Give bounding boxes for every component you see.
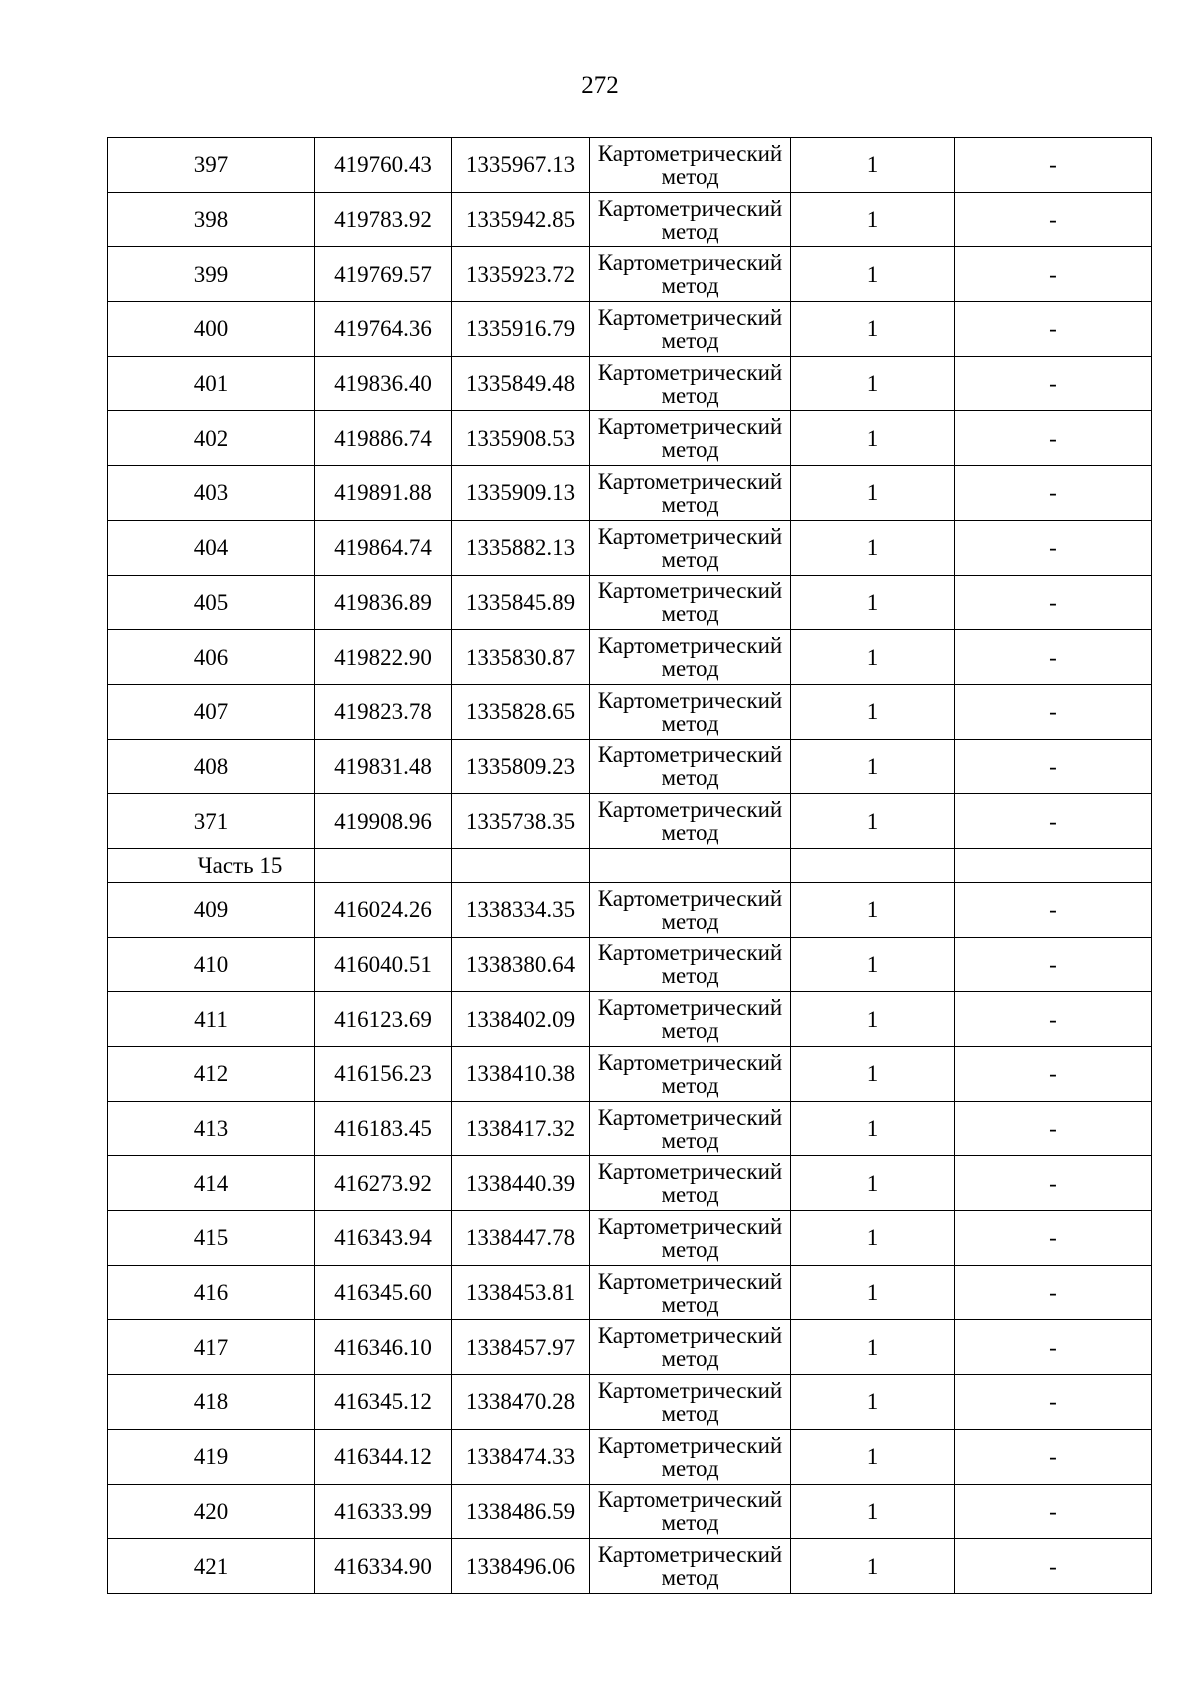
table-row: [108, 992, 1152, 1047]
x-coordinate-cell: 416273.92: [315, 1156, 452, 1211]
method-cell: [590, 684, 791, 739]
point-number-cell: 412: [108, 1047, 315, 1102]
accuracy-cell: 1: [791, 138, 955, 193]
method-cell: [590, 247, 791, 302]
table-row: [108, 466, 1152, 521]
point-number-cell: 421: [108, 1539, 315, 1594]
empty-cell: [590, 848, 791, 882]
accuracy-cell: 1: [791, 575, 955, 630]
description-cell: -: [955, 247, 1152, 302]
empty-cell: [955, 848, 1152, 882]
y-coordinate-cell: 1338486.59: [452, 1484, 590, 1539]
x-coordinate-cell: 419864.74: [315, 520, 452, 575]
method-line-1: Картометрический: [597, 797, 783, 823]
method-cell: [590, 992, 791, 1047]
part-header-row: [108, 848, 1152, 882]
method-cell: [590, 1320, 791, 1375]
method-cell: [590, 192, 791, 247]
y-coordinate-cell: 1335845.89: [452, 575, 590, 630]
method-cell: [590, 466, 791, 521]
coordinates-table-body: [108, 138, 1152, 1594]
point-number-cell: 405: [108, 575, 315, 630]
accuracy-cell: 1: [791, 1211, 955, 1266]
x-coordinate-cell: 416345.12: [315, 1375, 452, 1430]
method-line-2: метод: [661, 1291, 719, 1317]
point-number-cell: 407: [108, 684, 315, 739]
description-cell: -: [955, 630, 1152, 685]
x-coordinate-cell: 419822.90: [315, 630, 452, 685]
y-coordinate-cell: 1338474.33: [452, 1429, 590, 1484]
point-number-cell: 414: [108, 1156, 315, 1211]
method-cell: [590, 794, 791, 849]
method-line-2: метод: [661, 820, 719, 846]
accuracy-cell: 1: [791, 739, 955, 794]
description-cell: -: [955, 794, 1152, 849]
accuracy-cell: 1: [791, 411, 955, 466]
table-row: [108, 1539, 1152, 1594]
method-line-2: метод: [661, 1018, 719, 1044]
y-coordinate-cell: 1335809.23: [452, 739, 590, 794]
y-coordinate-cell: 1338410.38: [452, 1047, 590, 1102]
x-coordinate-cell: 416040.51: [315, 937, 452, 992]
y-coordinate-cell: 1335828.65: [452, 684, 590, 739]
accuracy-cell: 1: [791, 466, 955, 521]
accuracy-cell: 1: [791, 1375, 955, 1430]
method-line-2: метод: [661, 1400, 719, 1426]
method-line-1: Картометрический: [597, 140, 783, 166]
y-coordinate-cell: 1338380.64: [452, 937, 590, 992]
method-line-2: метод: [661, 656, 719, 682]
accuracy-cell: 1: [791, 520, 955, 575]
description-cell: -: [955, 1539, 1152, 1594]
method-cell: [590, 1211, 791, 1266]
x-coordinate-cell: 416156.23: [315, 1047, 452, 1102]
point-number-cell: 403: [108, 466, 315, 521]
method-line-2: метод: [661, 1510, 719, 1536]
method-line-1: Картометрический: [597, 940, 783, 966]
method-cell: [590, 356, 791, 411]
description-cell: -: [955, 1101, 1152, 1156]
method-line-1: Картометрический: [597, 359, 783, 385]
method-line-2: метод: [661, 273, 719, 299]
method-cell: [590, 411, 791, 466]
description-cell: -: [955, 192, 1152, 247]
table-row: [108, 1320, 1152, 1375]
accuracy-cell: 1: [791, 1320, 955, 1375]
description-cell: -: [955, 937, 1152, 992]
accuracy-cell: 1: [791, 1265, 955, 1320]
point-number-cell: 410: [108, 937, 315, 992]
table-row: [108, 1156, 1152, 1211]
method-line-1: Картометрический: [597, 468, 783, 494]
method-line-2: метод: [661, 765, 719, 791]
y-coordinate-cell: 1335967.13: [452, 138, 590, 193]
method-line-1: Картометрический: [597, 1213, 783, 1239]
x-coordinate-cell: 416344.12: [315, 1429, 452, 1484]
table-row: [108, 1484, 1152, 1539]
point-number-cell: 397: [108, 138, 315, 193]
accuracy-cell: 1: [791, 794, 955, 849]
method-cell: [590, 302, 791, 357]
point-number-cell: 413: [108, 1101, 315, 1156]
description-cell: -: [955, 1429, 1152, 1484]
y-coordinate-cell: 1338447.78: [452, 1211, 590, 1266]
method-line-1: Картометрический: [597, 1432, 783, 1458]
table-row: [108, 882, 1152, 937]
y-coordinate-cell: 1335882.13: [452, 520, 590, 575]
accuracy-cell: 1: [791, 630, 955, 685]
table-row: [108, 684, 1152, 739]
method-cell: [590, 575, 791, 630]
table-row: [108, 630, 1152, 685]
point-number-cell: 418: [108, 1375, 315, 1430]
method-line-2: метод: [661, 908, 719, 934]
x-coordinate-cell: 419836.40: [315, 356, 452, 411]
table-row: [108, 1211, 1152, 1266]
method-line-2: метод: [661, 218, 719, 244]
method-line-1: Картометрический: [597, 995, 783, 1021]
description-cell: -: [955, 739, 1152, 794]
description-cell: -: [955, 1265, 1152, 1320]
method-line-2: метод: [661, 1127, 719, 1153]
method-cell: [590, 1375, 791, 1430]
y-coordinate-cell: 1338334.35: [452, 882, 590, 937]
x-coordinate-cell: 416345.60: [315, 1265, 452, 1320]
x-coordinate-cell: 419823.78: [315, 684, 452, 739]
method-line-1: Картометрический: [597, 195, 783, 221]
page-number: 272: [581, 72, 619, 99]
method-line-1: Картометрический: [597, 414, 783, 440]
method-line-2: метод: [661, 710, 719, 736]
y-coordinate-cell: 1335830.87: [452, 630, 590, 685]
y-coordinate-cell: 1338470.28: [452, 1375, 590, 1430]
x-coordinate-cell: 419783.92: [315, 192, 452, 247]
x-coordinate-cell: 416123.69: [315, 992, 452, 1047]
x-coordinate-cell: 419886.74: [315, 411, 452, 466]
empty-cell: [791, 848, 955, 882]
method-line-2: метод: [661, 327, 719, 353]
point-number-cell: 398: [108, 192, 315, 247]
method-cell: [590, 1539, 791, 1594]
method-line-2: метод: [661, 1072, 719, 1098]
y-coordinate-cell: 1335908.53: [452, 411, 590, 466]
x-coordinate-cell: 416333.99: [315, 1484, 452, 1539]
accuracy-cell: 1: [791, 1539, 955, 1594]
method-line-1: Картометрический: [597, 578, 783, 604]
y-coordinate-cell: 1338402.09: [452, 992, 590, 1047]
point-number-cell: 411: [108, 992, 315, 1047]
method-line-1: Картометрический: [597, 1159, 783, 1185]
table-row: [108, 575, 1152, 630]
x-coordinate-cell: 419764.36: [315, 302, 452, 357]
accuracy-cell: 1: [791, 684, 955, 739]
method-line-1: Картометрический: [597, 304, 783, 330]
accuracy-cell: 1: [791, 1101, 955, 1156]
method-line-2: метод: [661, 1236, 719, 1262]
method-cell: [590, 937, 791, 992]
part-label-cell: Часть 15: [108, 848, 315, 882]
method-cell: [590, 1101, 791, 1156]
method-cell: [590, 630, 791, 685]
y-coordinate-cell: 1338417.32: [452, 1101, 590, 1156]
point-number-cell: 402: [108, 411, 315, 466]
method-line-1: Картометрический: [597, 523, 783, 549]
description-cell: -: [955, 302, 1152, 357]
description-cell: -: [955, 466, 1152, 521]
x-coordinate-cell: 416183.45: [315, 1101, 452, 1156]
method-line-1: Картометрический: [597, 1049, 783, 1075]
y-coordinate-cell: 1335942.85: [452, 192, 590, 247]
method-line-1: Картометрический: [597, 1377, 783, 1403]
x-coordinate-cell: 416334.90: [315, 1539, 452, 1594]
table-row: [108, 1265, 1152, 1320]
point-number-cell: 400: [108, 302, 315, 357]
method-line-2: метод: [661, 546, 719, 572]
accuracy-cell: 1: [791, 992, 955, 1047]
table-row: [108, 794, 1152, 849]
table-row: [108, 1047, 1152, 1102]
point-number-cell: 408: [108, 739, 315, 794]
method-line-1: Картометрический: [597, 687, 783, 713]
method-line-1: Картометрический: [597, 1323, 783, 1349]
point-number-cell: 404: [108, 520, 315, 575]
table-row: [108, 356, 1152, 411]
x-coordinate-cell: 419831.48: [315, 739, 452, 794]
point-number-cell: 371: [108, 794, 315, 849]
description-cell: -: [955, 1375, 1152, 1430]
method-line-2: метод: [661, 1565, 719, 1591]
description-cell: -: [955, 1484, 1152, 1539]
y-coordinate-cell: 1335909.13: [452, 466, 590, 521]
method-line-1: Картометрический: [597, 1487, 783, 1513]
method-line-1: Картометрический: [597, 1104, 783, 1130]
accuracy-cell: 1: [791, 1047, 955, 1102]
y-coordinate-cell: 1335738.35: [452, 794, 590, 849]
table-row: [108, 1101, 1152, 1156]
method-line-1: Картометрический: [597, 742, 783, 768]
point-number-cell: 401: [108, 356, 315, 411]
table-row: [108, 1429, 1152, 1484]
empty-cell: [452, 848, 590, 882]
y-coordinate-cell: 1338457.97: [452, 1320, 590, 1375]
y-coordinate-cell: 1335849.48: [452, 356, 590, 411]
y-coordinate-cell: 1338453.81: [452, 1265, 590, 1320]
point-number-cell: 406: [108, 630, 315, 685]
table-row: [108, 520, 1152, 575]
method-cell: [590, 739, 791, 794]
method-line-1: Картометрический: [597, 250, 783, 276]
method-cell: [590, 1484, 791, 1539]
y-coordinate-cell: 1338496.06: [452, 1539, 590, 1594]
method-line-1: Картометрический: [597, 1542, 783, 1568]
x-coordinate-cell: 419908.96: [315, 794, 452, 849]
method-line-2: метод: [661, 163, 719, 189]
description-cell: -: [955, 882, 1152, 937]
description-cell: -: [955, 1320, 1152, 1375]
x-coordinate-cell: 416024.26: [315, 882, 452, 937]
accuracy-cell: 1: [791, 302, 955, 357]
method-line-2: метод: [661, 1346, 719, 1372]
method-line-2: метод: [661, 601, 719, 627]
accuracy-cell: 1: [791, 882, 955, 937]
y-coordinate-cell: 1335916.79: [452, 302, 590, 357]
method-cell: [590, 1429, 791, 1484]
accuracy-cell: 1: [791, 356, 955, 411]
description-cell: -: [955, 1211, 1152, 1266]
y-coordinate-cell: 1335923.72: [452, 247, 590, 302]
method-line-2: метод: [661, 1455, 719, 1481]
table-row: [108, 411, 1152, 466]
table-row: [108, 937, 1152, 992]
coordinates-table: [107, 137, 1152, 1594]
x-coordinate-cell: 419891.88: [315, 466, 452, 521]
empty-cell: [315, 848, 452, 882]
method-cell: [590, 1047, 791, 1102]
accuracy-cell: 1: [791, 1156, 955, 1211]
y-coordinate-cell: 1338440.39: [452, 1156, 590, 1211]
description-cell: -: [955, 411, 1152, 466]
description-cell: -: [955, 992, 1152, 1047]
method-cell: [590, 520, 791, 575]
method-cell: [590, 882, 791, 937]
description-cell: -: [955, 1047, 1152, 1102]
table-row: [108, 739, 1152, 794]
description-cell: -: [955, 138, 1152, 193]
accuracy-cell: 1: [791, 1429, 955, 1484]
description-cell: -: [955, 356, 1152, 411]
method-cell: [590, 1156, 791, 1211]
accuracy-cell: 1: [791, 192, 955, 247]
x-coordinate-cell: 419760.43: [315, 138, 452, 193]
accuracy-cell: 1: [791, 1484, 955, 1539]
table-row: [108, 1375, 1152, 1430]
method-line-1: Картометрический: [597, 633, 783, 659]
method-line-1: Картометрический: [597, 885, 783, 911]
description-cell: -: [955, 575, 1152, 630]
table-row: [108, 302, 1152, 357]
method-line-2: метод: [661, 437, 719, 463]
point-number-cell: 420: [108, 1484, 315, 1539]
x-coordinate-cell: 419836.89: [315, 575, 452, 630]
description-cell: -: [955, 520, 1152, 575]
table-row: [108, 192, 1152, 247]
accuracy-cell: 1: [791, 937, 955, 992]
x-coordinate-cell: 419769.57: [315, 247, 452, 302]
accuracy-cell: 1: [791, 247, 955, 302]
point-number-cell: 409: [108, 882, 315, 937]
method-cell: [590, 138, 791, 193]
point-number-cell: 399: [108, 247, 315, 302]
description-cell: -: [955, 1156, 1152, 1211]
table-row: [108, 247, 1152, 302]
description-cell: -: [955, 684, 1152, 739]
x-coordinate-cell: 416343.94: [315, 1211, 452, 1266]
x-coordinate-cell: 416346.10: [315, 1320, 452, 1375]
method-cell: [590, 1265, 791, 1320]
method-line-2: метод: [661, 491, 719, 517]
point-number-cell: 416: [108, 1265, 315, 1320]
point-number-cell: 415: [108, 1211, 315, 1266]
point-number-cell: 417: [108, 1320, 315, 1375]
method-line-2: метод: [661, 1182, 719, 1208]
method-line-2: метод: [661, 963, 719, 989]
point-number-cell: 419: [108, 1429, 315, 1484]
method-line-2: метод: [661, 382, 719, 408]
method-line-1: Картометрический: [597, 1268, 783, 1294]
table-row: [108, 138, 1152, 193]
